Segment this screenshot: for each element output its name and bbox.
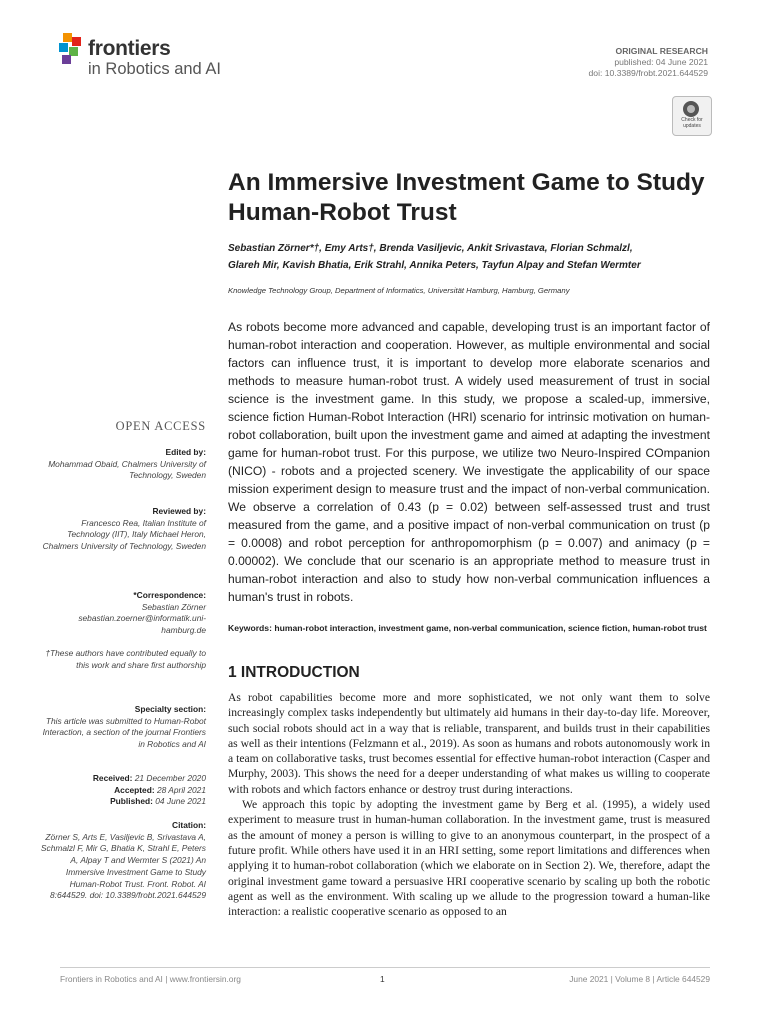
specialty-section-block (40, 704, 206, 751)
doi-link[interactable]: doi: 10.3389/frobt.2021.644529 (588, 68, 708, 78)
frontiers-logo-icon (58, 33, 84, 67)
footer-divider (60, 967, 710, 968)
authors-line-1: Sebastian Zörner*†, Emy Arts†, Brenda Vasiljevic, Ankit Srivastava, Florian Schmalzl, (228, 243, 633, 254)
article-title: An Immersive Investment Game to Study Human-Robot Trust (228, 169, 705, 226)
affiliation: Knowledge Technology Group, Department of Informatics, Universität Hamburg, Hamburg, Germany (228, 286, 570, 295)
correspondence-label: *Correspondence: (133, 590, 206, 600)
citation-block (40, 820, 206, 902)
introduction-body (228, 690, 710, 919)
edited-by-label: Edited by: (165, 447, 206, 457)
section-heading: 1 INTRODUCTION (228, 664, 360, 681)
received-date: 21 December 2020 (134, 773, 206, 783)
reviewed-by-text[interactable]: Francesco Rea, Italian Institute of Technology (IIT), Italy Michael Heron, Chalmers University of Technology, Sweden (42, 517, 206, 552)
page-number: 1 (380, 974, 385, 984)
accepted-date: 28 April 2021 (156, 784, 206, 795)
edited-by-text[interactable]: Mohammad Obaid, Chalmers University of Technology, Sweden (48, 458, 206, 481)
published-label: Published: (110, 796, 153, 807)
article-type: ORIGINAL RESEARCH (615, 46, 708, 56)
author-list (228, 240, 718, 274)
journal-name[interactable]: in Robotics and AI (88, 60, 221, 78)
edited-by-block (40, 447, 206, 482)
correspondence-text[interactable]: Sebastian Zörner sebastian.zoerner@informatik.uni-hamburg.de (78, 601, 206, 636)
equal-contribution-text: †These authors have contributed equally to this work and share first authorship (45, 648, 206, 670)
citation-label: Citation: (172, 820, 206, 830)
published-date: published: 04 June 2021 (614, 57, 708, 67)
published-date-side: 04 June 2021 (155, 796, 206, 807)
open-access-label: OPEN ACCESS (115, 419, 206, 433)
correspondence-block (40, 590, 206, 637)
check-for-updates-button[interactable] (672, 96, 712, 136)
brand-name[interactable]: frontiers (88, 37, 171, 60)
received-label: Received: (92, 773, 133, 783)
authors-line-2: Glareh Mir, Kavish Bhatia, Erik Strahl, Annika Peters, Tayfun Alpay and Stefan Wermter (228, 260, 641, 271)
reviewed-by-label: Reviewed by: (152, 506, 206, 516)
article-meta (589, 46, 708, 79)
paragraph-1: As robot capabilities become more and more sophisticated, we not only want them to solve increasingly complex tasks independently but ultimately aid humans in their day-to-day life. Moreover, such social robots should act in a way that is reliable, transparent, and builds trust in their capabilities as well as their intentions (Felzmann et al., 2019). As soon as humans and robots autonomously work in a team on collaborative tasks, trust becomes essential for effective human-robot interaction (Casper and Murphy, 2003). This shows the need for a deeper understanding of what makes us willing to cooperate with robots and which factors enhance or destroy trust during interactions. (228, 691, 710, 796)
check-updates-label: Check for updates (681, 117, 703, 129)
dates-block (40, 773, 206, 808)
specialty-label: Specialty section: (134, 704, 206, 714)
keywords: Keywords: human-robot interaction, investment game, non-verbal communication, science fiction, human-robot trust (228, 623, 707, 633)
citation-text: Zörner S, Arts E, Vasiljevic B, Srivastava A, Schmalzl F, Mir G, Bhatia K, Strahl E, Peters A, Alpay T and Wermter S (2021) An Immersive Investment Game to Study Human-Robot Trust. Front. Robot. AI 8:644529. doi: 10.3389/frobt.2021.644529 (40, 831, 206, 901)
footer-issue-info: June 2021 | Volume 8 | Article 644529 (569, 974, 710, 984)
accepted-label: Accepted: (114, 784, 155, 795)
paragraph-2: We approach this topic by adopting the investment game by Berg et al. (1995), a widely used experiment to measure trust in human-human collaboration. In the investment game, trust is measured as the amount of money a person is willing to give to an anonymous counterpart, in the prospect of a future profit. While others have used it in an HRI setting, some report limitations and differences when applying it to human-robot collaboration (which we elaborate on in Section 2). We, therefore, adapt the original investment game toward a persuasive HRI cooperative scenario by scaling up both the robotic agent as well as the environment. With scaling up we allude to the progression toward a human-like interaction: a realistic cooperative scenario as opposed to an (228, 798, 710, 919)
check-updates-icon (683, 101, 699, 117)
abstract: As robots become more advanced and capable, developing trust is an important factor of human-robot interaction and cooperation. However, as multiple environmental and social factors can influence trust, it is important to develop more elaborate scenarios and methods to measure human-robot trust. A widely used measurement of trust in social science is the investment game. In this study, we propose a scaled-up, immersive, science fiction Human-Robot Interaction (HRI) scenario for intrinsic motivation on human-robot collaboration, built upon the investment game and aimed at adapting the investment game for human-robot trust. For this purpose, we utilize two Neuro-Inspired COmpanion (NICO) - robots and a projected scenery. We investigate the applicability of our space mission experiment design to measure trust and the impact of non-verbal communication. We observe a correlation of 0.43 (p = 0.02) between self-assessed trust and trust measured from the game, and a positive impact of non-verbal communication on trust (p = 0.0008) and robot perception for anthropomorphism (p = 0.007) and animacy (p = 0.00002). We conclude that our scenario is an appropriate method to measure trust in human-robot interaction and also to study how non-verbal communication influences a human's trust in robots. (228, 320, 710, 604)
reviewed-by-block (40, 506, 206, 553)
specialty-text: This article was submitted to Human-Robot Interaction, a section of the journal Frontiers in Robotics and AI (42, 715, 206, 750)
equal-contribution-note (40, 648, 206, 671)
footer-journal-link[interactable]: Frontiers in Robotics and AI | www.frontiersin.org (60, 974, 241, 984)
